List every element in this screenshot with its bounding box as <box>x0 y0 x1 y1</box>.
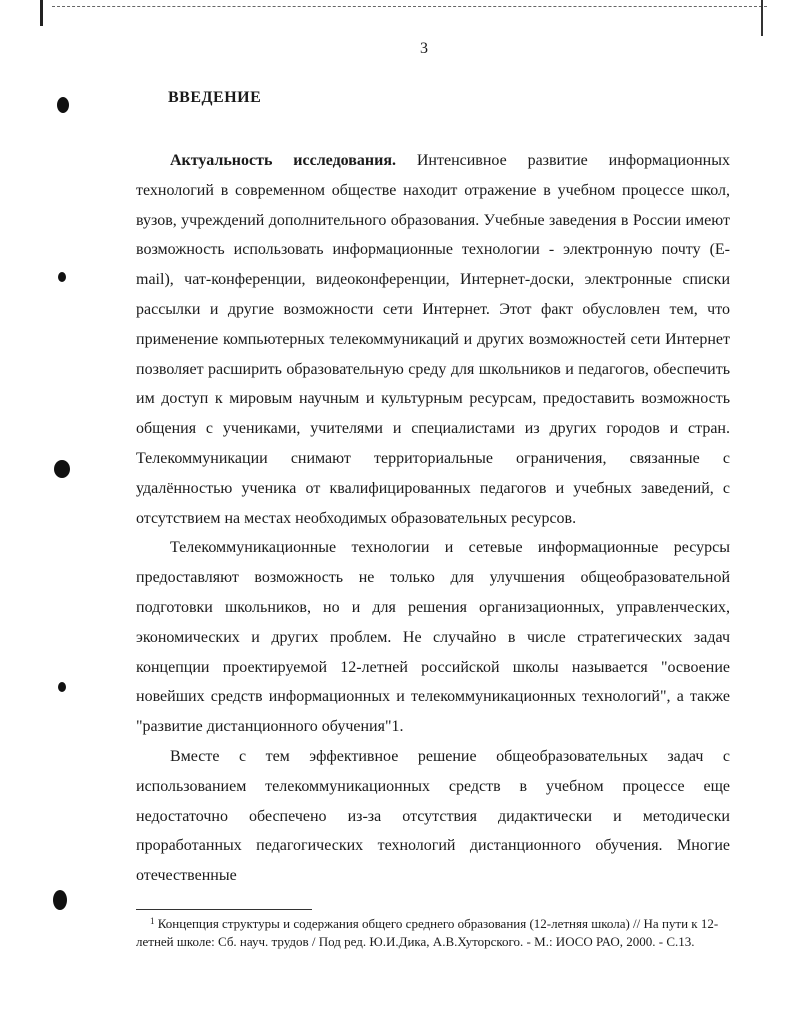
paragraph: Вместе с тем эффективное решение общеобразовательных задач с использованием телекоммуникационных средств в учебном процессе еще недостаточно обеспечено из-за отсутствия дидактически и методически проработанных педагогических технологий дистанционного обучения. Многие отечественные <box>136 747 730 885</box>
page-number: 3 <box>420 40 428 57</box>
punch-hole <box>57 97 69 113</box>
punch-hole <box>53 890 67 910</box>
scan-border-left <box>40 0 43 26</box>
main-text <box>136 146 730 891</box>
paragraph <box>136 146 730 533</box>
paragraph-text: Интенсивное развитие информационных технологий в современном обществе находит отражение в учебном процессе школ, вузов, учреждений дополнительного образования. Учебные заведения в России имеют возможность использовать информационные технологии - электронную почту (E-mail), чат-конференции, видеоконференции, Интернет-доски, электронные списки рассылки и другие возможности сети Интернет. Этот факт обусловлен тем, что применение компьютерных телекоммуникаций и других возможностей сети Интернет позволяет расширить образовательную среду для школьников и педагогов, обеспечить им доступ к мировым научным и культурным ресурсам, предоставить возможность общения с учениками, учителями и специалистами из других городов и стран. Телекоммуникации снимают территориальные ограничения, связанные с удалённостью ученика от квалифицированных педагогов и учебных заведений, с отсутствием на местах необходимых образовательных ресурсов. <box>136 152 730 527</box>
scan-border-top <box>52 6 767 7</box>
punch-hole <box>58 272 66 282</box>
footnote-text: Концепция структуры и содержания общего среднего образования (12-летняя школа) // На пути к 12-летней школе: Сб. науч. трудов / Под ред. Ю.И.Дика, А.В.Хуторского. - М.: ИОСО РАО, 2000. - С.13. <box>136 916 719 949</box>
footnote-marker: 1 <box>150 916 155 926</box>
paragraph-lead: Актуальность исследования. <box>170 152 397 169</box>
footnote <box>136 913 730 950</box>
paragraph: Телекоммуникационные технологии и сетевые информационные ресурсы предоставляют возможность не только для улучшения общеобразовательной подготовки школьников, но и для решения организационных, управленческих, экономических и других проблем. Не случайно в числе стратегических задач концепции проектируемой 12-летней российской школы называется "освоение новейших средств информационных и телекоммуникационных технологий", а также "развитие дистанционного обучения"1. <box>136 539 730 736</box>
section-heading: ВВЕДЕНИЕ <box>168 89 262 106</box>
punch-hole <box>58 682 66 692</box>
punch-hole <box>54 460 70 478</box>
footnote-separator <box>136 909 312 910</box>
scan-border-right <box>761 0 763 36</box>
